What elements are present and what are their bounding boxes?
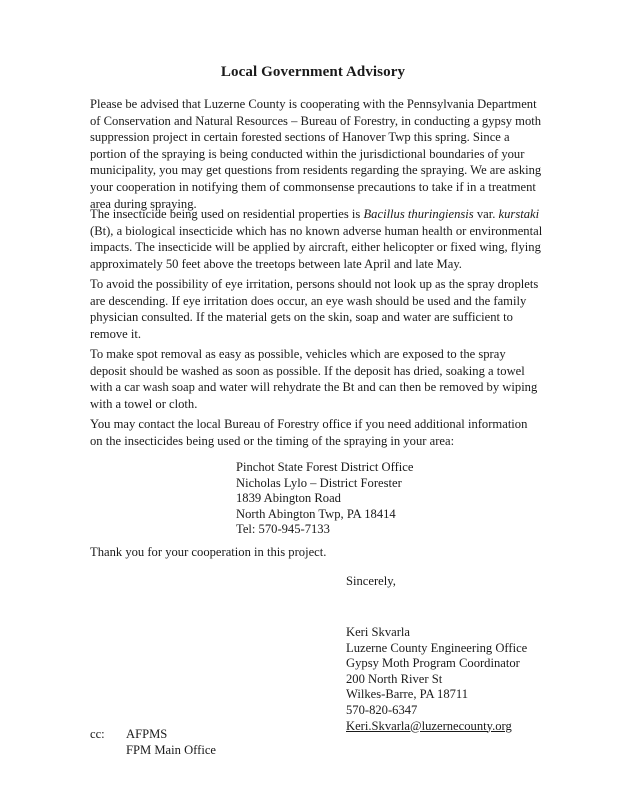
text-line: on the insecticides being used or the timing of the spraying in your area: — [90, 433, 455, 448]
signer-role: Gypsy Moth Program Coordinator — [346, 656, 520, 671]
text-line: To make spot removal as easy as possible, vehicles which are exposed to the spray — [90, 347, 506, 361]
text-line: To avoid the possibility of eye irritation, persons should not look up as the spray droplets — [90, 277, 539, 291]
text-line: remove it. — [90, 326, 142, 341]
text-line: approximately 50 feet above the treetops between late April and late May. — [90, 256, 462, 271]
text-line: physician consulted. If the material gets on the skin, soap and water are sufficient to — [90, 310, 513, 325]
text-line: with a car wash soap and water will rehydrate the Bt and can then be removed by wiping — [90, 380, 538, 395]
closing — [346, 574, 396, 590]
text-line — [90, 206, 545, 223]
text-line: Please be advised that Luzerne County is cooperating with the Pennsylvania Department — [90, 97, 537, 111]
paragraph-spot-removal — [90, 346, 545, 412]
office-name: Pinchot State Forest District Office — [236, 460, 414, 474]
text-line: suppression project in certain forested sections of Hanover Twp this spring. Since a — [90, 130, 510, 145]
paragraph-contact — [90, 416, 545, 449]
text-line: deposit should be washed as soon as possible. If the deposit has dried, soaking a towel — [90, 363, 525, 378]
signer-email-link[interactable]: Keri.Skvarla@luzernecounty.org — [346, 718, 512, 733]
text-line: of Conservation and Natural Resources – Bureau of Forestry, in conducting a gypsy moth — [90, 113, 542, 128]
text-line: portion of the spraying is being conducted within the jurisdictional boundaries of your — [90, 146, 525, 161]
cc-list — [126, 727, 216, 758]
text-line: (Bt), a biological insecticide which has no known adverse human health or environmental — [90, 223, 543, 238]
signature-block — [346, 625, 527, 734]
text-line: are descending. If eye irritation does occur, an eye wash should be used and the family — [90, 293, 527, 308]
text-line: with a towel or cloth. — [90, 396, 198, 411]
letter-title: Local Government Advisory — [220, 64, 406, 80]
species-name: Bacillus thuringiensis — [363, 207, 474, 221]
signer-street: 200 North River St — [346, 671, 443, 686]
signer-name: Keri Skvarla — [346, 625, 410, 639]
office-street: 1839 Abington Road — [236, 491, 341, 506]
text-segment: The insecticide being used on residential properties is — [90, 207, 364, 221]
thanks-line — [90, 545, 326, 561]
signer-city: Wilkes-Barre, PA 18711 — [346, 687, 469, 702]
closing-text: Sincerely, — [346, 574, 396, 588]
text-line: You may contact the local Bureau of Forestry office if you need additional information — [90, 417, 528, 431]
paragraph-intro — [90, 96, 545, 212]
cc-recipient: AFPMS — [126, 727, 168, 741]
cc-recipient: FPM Main Office — [126, 742, 217, 757]
cc-label: cc: — [90, 727, 105, 741]
text-segment: var. — [473, 207, 499, 221]
office-phone: Tel: 570-945-7133 — [236, 522, 330, 537]
signer-email-line — [346, 719, 527, 735]
text-line: area during spraying. — [90, 196, 197, 211]
paragraph-eye-irritation — [90, 276, 545, 342]
office-city: North Abington Twp, PA 18414 — [236, 506, 396, 521]
signer-phone: 570-820-6347 — [346, 702, 418, 717]
thanks-text: Thank you for your cooperation in this project. — [90, 545, 327, 559]
signer-org: Luzerne County Engineering Office — [346, 640, 528, 655]
text-line: municipality, you may get questions from residents regarding the spraying. We are asking — [90, 163, 542, 178]
paragraph-insecticide — [90, 206, 545, 272]
office-contact: Nicholas Lylo – District Forester — [236, 475, 402, 490]
text-line: your cooperation in notifying them of commonsense precautions to take if in a treatment — [90, 179, 536, 194]
variety-name: kurstaki — [498, 207, 540, 221]
office-address — [236, 460, 413, 538]
text-line: impacts. The insecticide will be applied by aircraft, either helicopter or fixed wing, flying — [90, 240, 541, 255]
